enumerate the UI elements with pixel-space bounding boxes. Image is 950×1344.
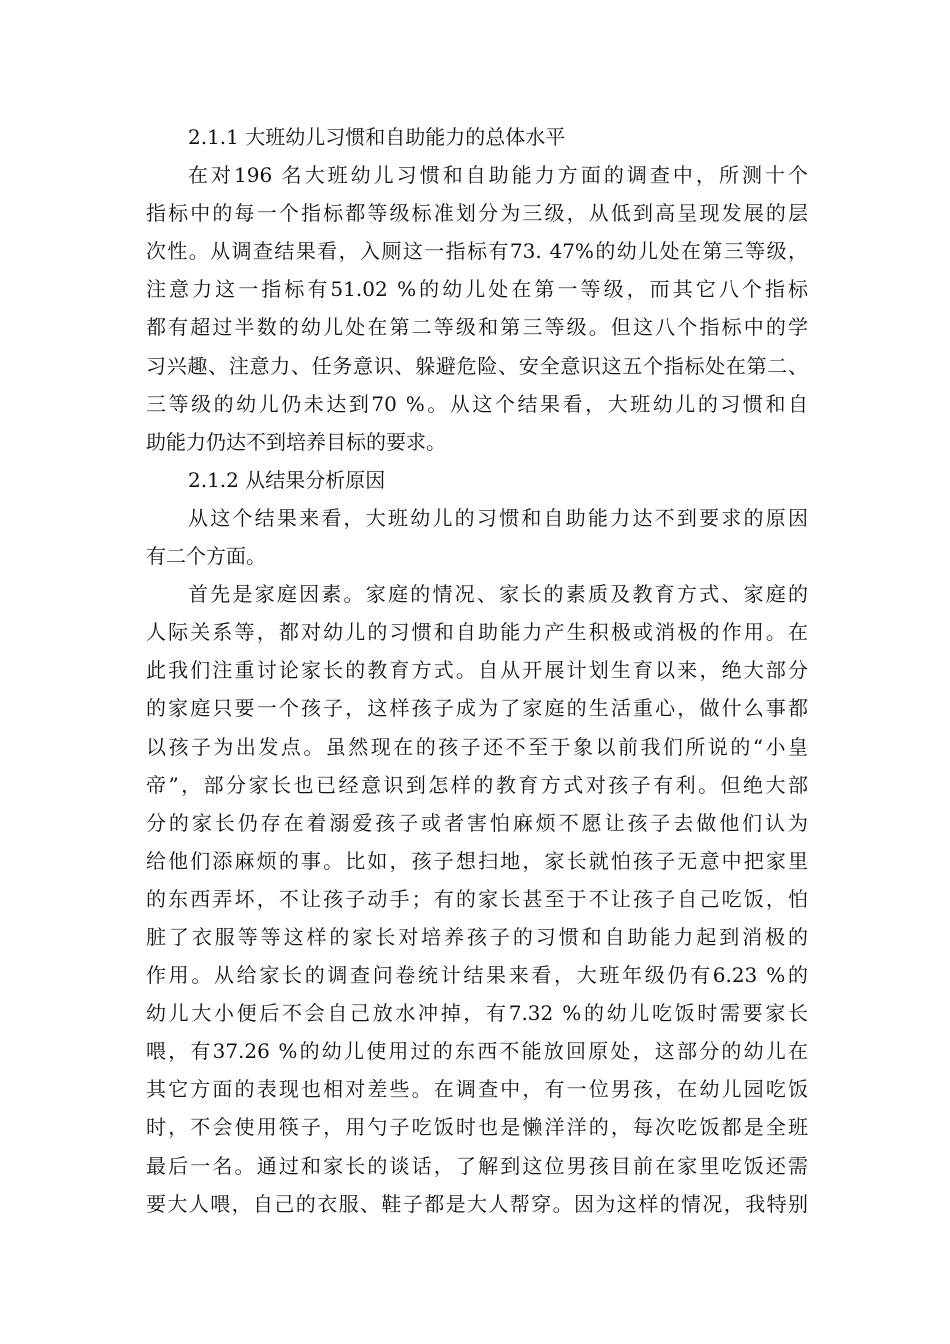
text-line: 帝”，部分家长也已经意识到怎样的教育方式对孩子有利。但绝大部 <box>146 772 808 797</box>
text-line: 2.1.2 从结果分析原因 <box>188 467 386 492</box>
text-line: 的东西弄坏，不让孩子动手；有的家长甚至于不让孩子自己吃饭，怕 <box>146 886 808 911</box>
text-line: 从这个结果来看，大班幼儿的习惯和自助能力达不到要求的原因 <box>188 505 808 530</box>
text-line: 首先是家庭因素。家庭的情况、家长的素质及教育方式、家庭的 <box>188 582 808 607</box>
text-line: 以孩子为出发点。虽然现在的孩子还不至于象以前我们所说的“小皇 <box>146 734 808 759</box>
text-line: 最后一名。通过和家长的谈话，了解到这位男孩目前在家里吃饭还需 <box>146 1153 808 1178</box>
text-line: 时，不会使用筷子，用勺子吃饭时也是懒洋洋的，每次吃饭都是全班 <box>146 1115 808 1140</box>
text-line: 有二个方面。 <box>146 544 266 569</box>
text-line: 2.1.1 大班幼儿习惯和自助能力的总体水平 <box>188 125 566 149</box>
text-line: 次性。从调查结果看，入厕这一指标有73. 47%的幼儿处在第三等级， <box>146 239 808 264</box>
text-line: 分的家长仍存在着溺爱孩子或者害怕麻烦不愿让孩子去做他们认为 <box>146 810 808 835</box>
text-line: 喂，有37.26 %的幼儿使用过的东西不能放回原处，这部分的幼儿在 <box>146 1039 808 1064</box>
document-body <box>146 118 808 1223</box>
text-line: 习兴趣、注意力、任务意识、躲避危险、安全意识这五个指标处在第二、 <box>146 353 808 378</box>
text-line: 幼儿大小便后不会自己放水冲掉，有7.32 %的幼儿吃饭时需要家长 <box>146 1001 808 1026</box>
text-line: 其它方面的表现也相对差些。在调查中，有一位男孩，在幼儿园吃饭 <box>146 1077 808 1102</box>
text-line: 的家庭只要一个孩子，这样孩子成为了家庭的生活重心，做什么事都 <box>146 696 808 721</box>
text-line: 给他们添麻烦的事。比如，孩子想扫地，家长就怕孩子无意中把家里 <box>146 848 808 873</box>
text-line: 此我们注重讨论家长的教育方式。自从开展计划生育以来，绝大部分 <box>146 658 808 683</box>
text-line: 指标中的每一个指标都等级标准划分为三级，从低到高呈现发展的层 <box>146 201 808 226</box>
text-line: 作用。从给家长的调查问卷统计结果来看，大班年级仍有6.23 %的 <box>146 963 808 988</box>
text-line: 脏了衣服等等这样的家长对培养孩子的习惯和自助能力起到消极的 <box>146 924 808 949</box>
text-line: 要大人喂，自己的衣服、鞋子都是大人帮穿。因为这样的情况，我特别 <box>146 1191 808 1216</box>
text-line: 助能力仍达不到培养目标的要求。 <box>146 429 446 454</box>
text-line: 三等级的幼儿仍未达到70 %。从这个结果看，大班幼儿的习惯和自 <box>146 391 808 416</box>
text-line: 都有超过半数的幼儿处在第二等级和第三等级。但这八个指标中的学 <box>146 315 808 340</box>
text-line: 在对196 名大班幼儿习惯和自助能力方面的调查中，所测十个 <box>188 163 808 188</box>
text-line: 人际关系等，都对幼儿的习惯和自助能力产生积极或消极的作用。在 <box>146 620 808 645</box>
text-line: 注意力这一指标有51.02 %的幼儿处在第一等级，而其它八个指标 <box>146 277 808 302</box>
